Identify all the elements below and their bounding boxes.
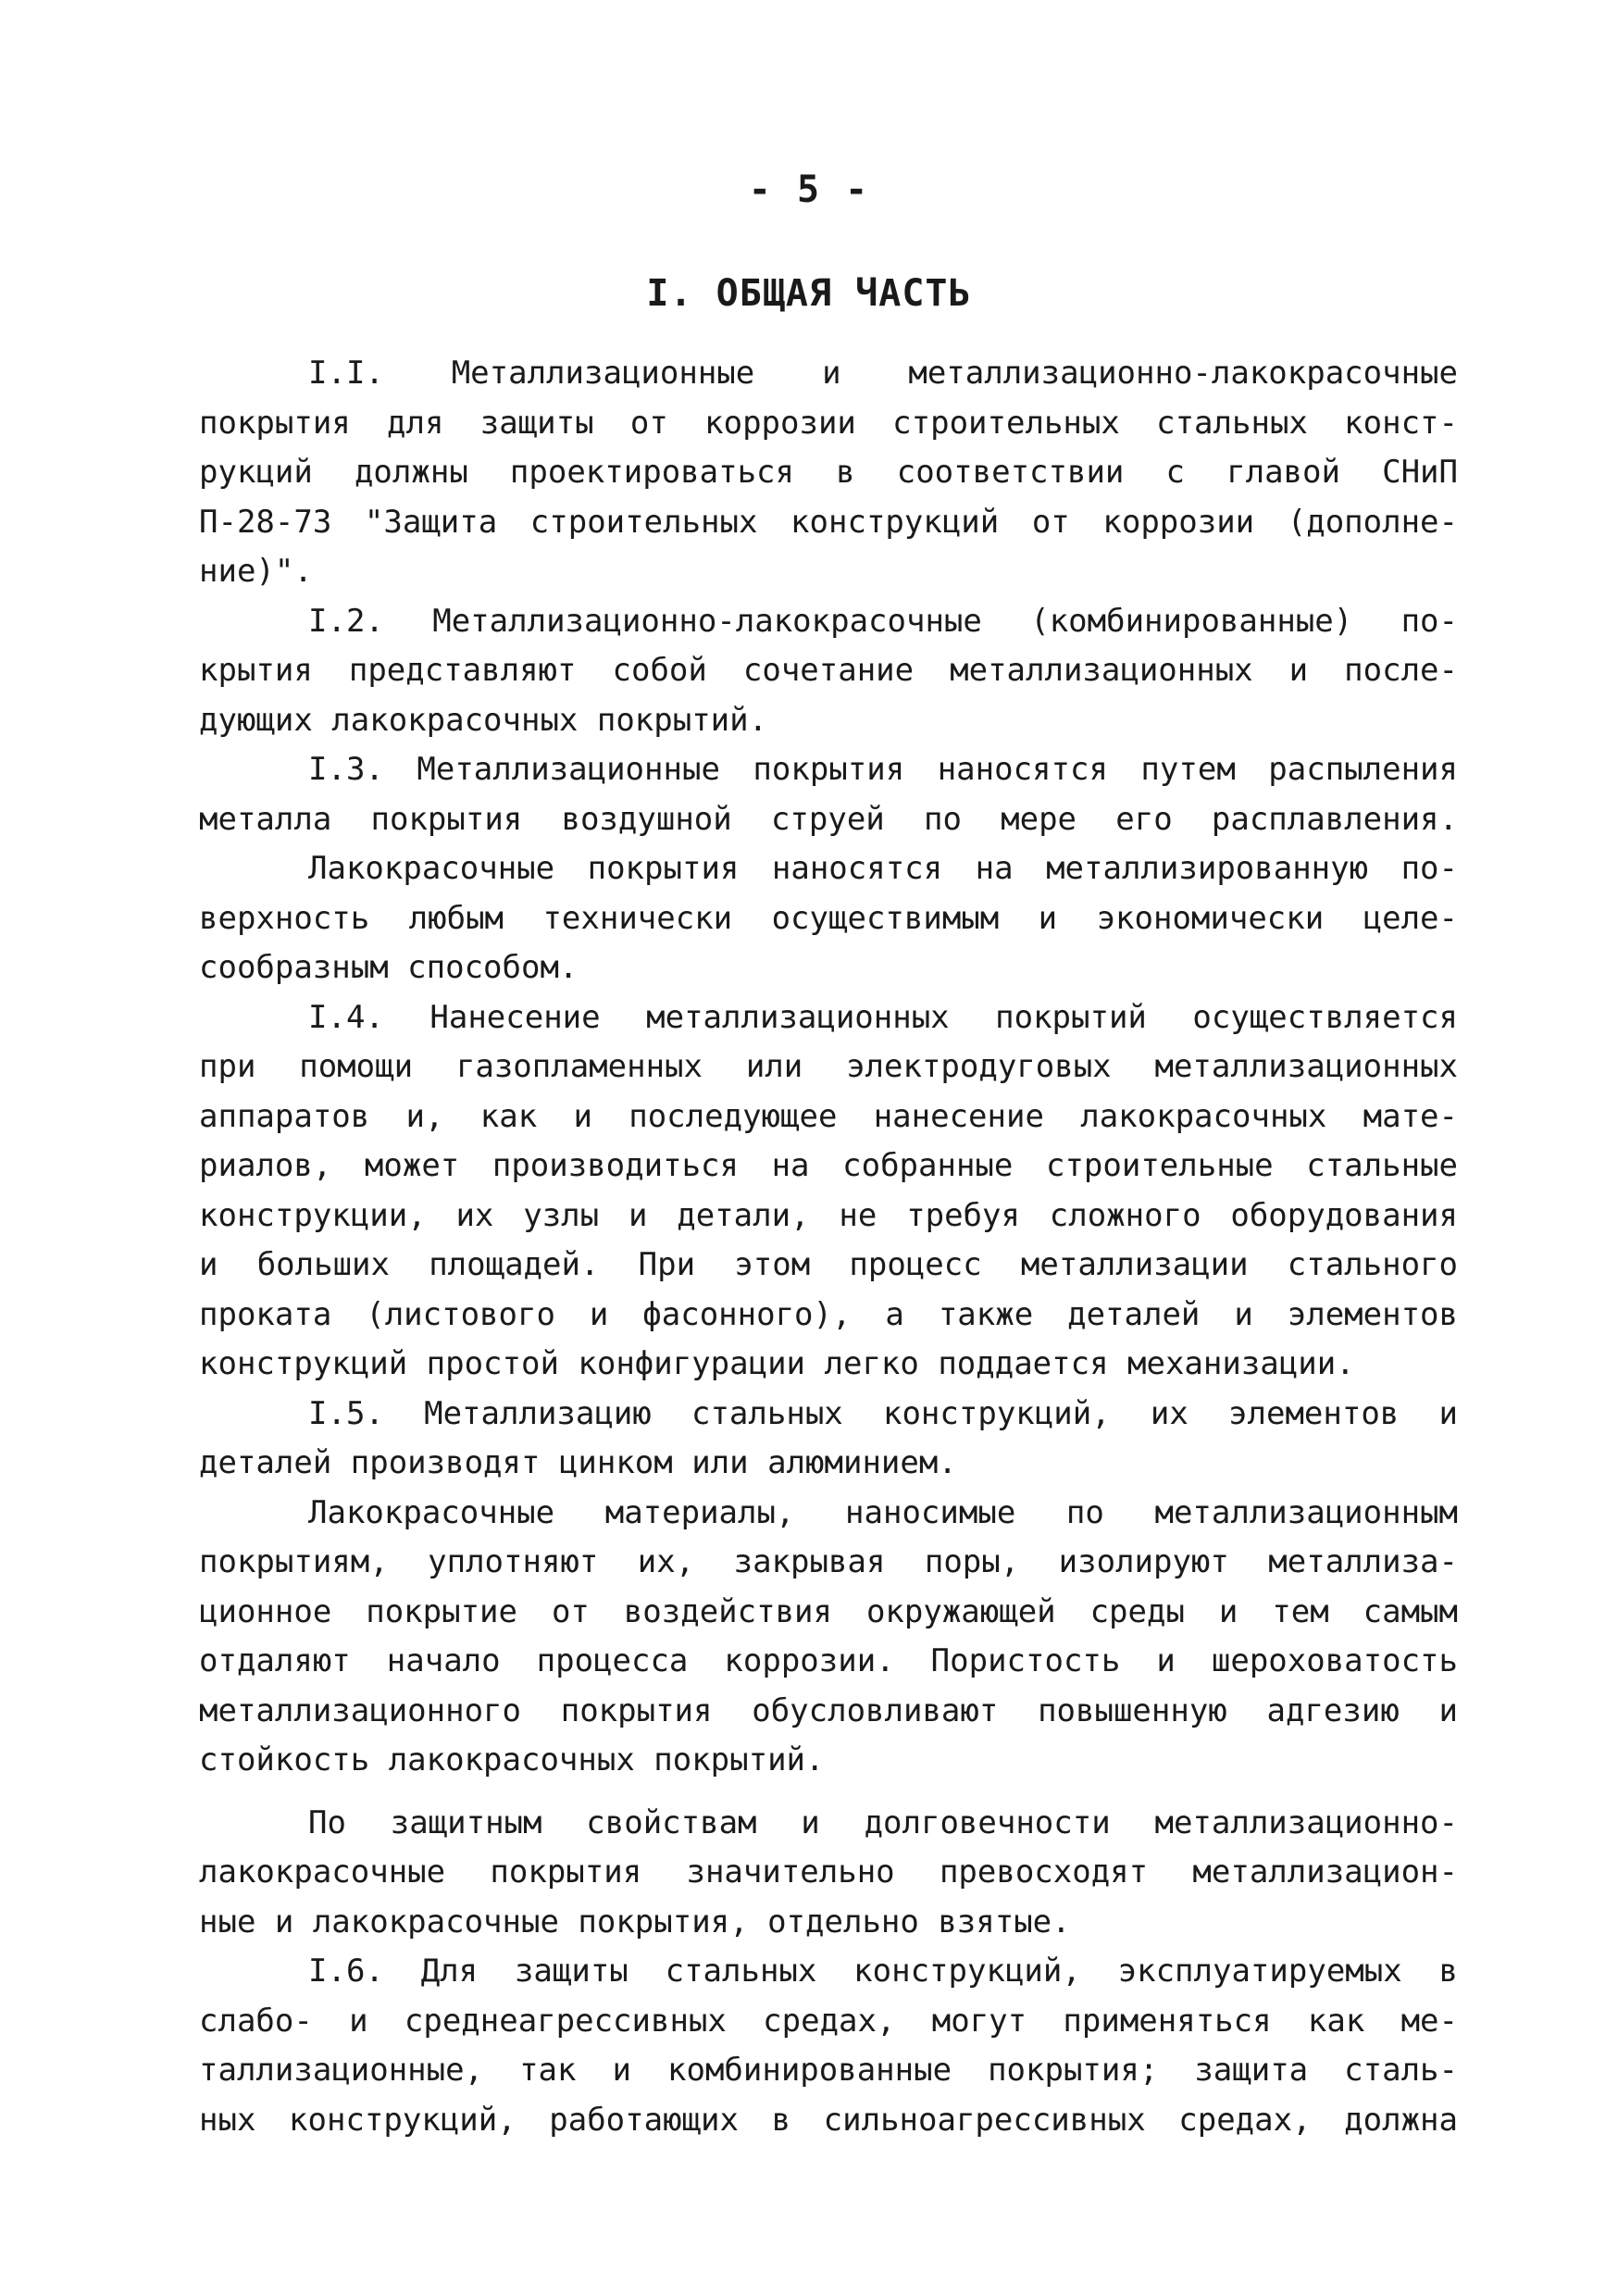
- text-line: ние)".: [199, 553, 313, 590]
- text-line: По защитным свойствам и долговечности металлизационно-: [308, 1803, 1458, 1841]
- text-line: I.4. Нанесение металлизационных покрытий осуществляется: [308, 998, 1458, 1036]
- section-title: I. ОБЩАЯ ЧАСТЬ: [646, 272, 972, 315]
- text-line: аппаратов и, как и последующее нанесение лакокрасочных мате-: [199, 1097, 1458, 1135]
- text-line: деталей производят цинком или алюминием.: [199, 1444, 957, 1481]
- text-line: Лакокрасочные материалы, наносимые по металлизационным: [308, 1493, 1458, 1531]
- text-line: конструкций простой конфигурации легко поддается механизации.: [199, 1345, 1355, 1382]
- text-line: ных конструкций, работающих в сильноагрессивных средах, должна: [199, 2101, 1458, 2139]
- text-line: дующих лакокрасочных покрытий.: [199, 701, 768, 739]
- text-line: риалов, может производиться на собранные строительные стальные: [199, 1147, 1458, 1184]
- text-line: ные и лакокрасочные покрытия, отдельно взятые.: [199, 1903, 1071, 1940]
- text-line: отдаляют начало процесса коррозии. Пористость и шероховатость: [199, 1642, 1458, 1679]
- text-line: металла покрытия воздушной струей по мере его расплавления.: [199, 800, 1458, 838]
- page-number: - 5 -: [748, 168, 870, 211]
- text-line: П-28-73 "Защита строительных конструкций от коррозии (дополне-: [199, 503, 1458, 541]
- text-line: покрытиям, уплотняют их, закрывая поры, изолируют металлиза-: [199, 1543, 1458, 1580]
- text-line: ционное покрытие от воздействия окружающей среды и тем самым: [199, 1592, 1458, 1630]
- text-line: верхность любым технически осуществимым и экономически целе-: [199, 899, 1458, 937]
- text-line: I.I. Металлизационные и металлизационно-лакокрасочные: [308, 355, 1458, 392]
- text-line: Лакокрасочные покрытия наносятся на металлизированную по-: [308, 850, 1458, 887]
- text-line: покрытия для защиты от коррозии строительных стальных конст-: [199, 404, 1458, 442]
- text-line: I.2. Металлизационно-лакокрасочные (комбинированные) по-: [308, 602, 1458, 640]
- text-line: стойкость лакокрасочных покрытий.: [199, 1741, 825, 1778]
- text-line: лакокрасочные покрытия значительно превосходят металлизацион-: [199, 1853, 1458, 1890]
- text-line: конструкции, их узлы и детали, не требуя сложного оборудования: [199, 1196, 1458, 1234]
- text-line: металлизационного покрытия обусловливают повышенную адгезию и: [199, 1691, 1458, 1729]
- text-line: при помощи газопламенных или электродуговых металлизационных: [199, 1048, 1458, 1085]
- text-line: проката (листового и фасонного), а также деталей и элементов: [199, 1295, 1458, 1333]
- text-line: I.6. Для защиты стальных конструкций, эксплуатируемых в: [308, 1953, 1458, 1990]
- text-line: I.5. Металлизацию стальных конструкций, их элементов и: [308, 1394, 1458, 1432]
- text-line: таллизационные, так и комбинированные покрытия; защита сталь-: [199, 2052, 1458, 2089]
- text-line: крытия представляют собой сочетание металлизационных и после-: [199, 652, 1458, 689]
- body-text: [199, 349, 1458, 2145]
- text-line: и больших площадей. При этом процесс металлизации стального: [199, 1246, 1458, 1283]
- text-line: I.3. Металлизационные покрытия наносятся путем распыления: [308, 751, 1458, 788]
- text-line: рукций должны проектироваться в соответствии с главой СНиП: [199, 454, 1458, 491]
- text-line: слабо- и среднеагрессивных средах, могут применяться как ме-: [199, 2002, 1458, 2040]
- text-line: сообразным способом.: [199, 949, 579, 986]
